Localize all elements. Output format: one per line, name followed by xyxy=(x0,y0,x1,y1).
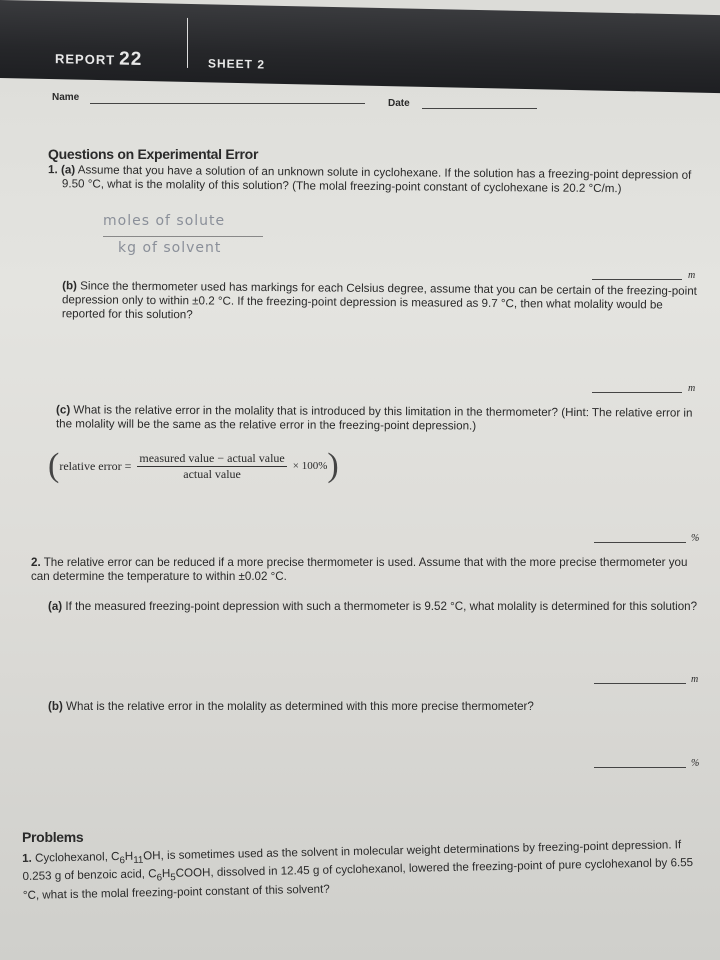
formula-denominator: actual value xyxy=(183,466,241,481)
unit-1a: m xyxy=(688,270,696,281)
unit-2b: % xyxy=(691,758,700,769)
answer-2b[interactable] xyxy=(594,767,686,768)
answer-2a[interactable] xyxy=(594,683,686,684)
answer-1a[interactable] xyxy=(592,279,682,280)
sheet-label: SHEET 2 xyxy=(208,56,266,72)
unit-1b: m xyxy=(688,383,696,394)
unit-1c: % xyxy=(691,533,700,544)
handwritten-numerator: moles of solute xyxy=(103,213,226,229)
question-1a: 1. (a) Assume that you have a solution of an unknown solute in cyclohexane. If the solution has a freezing-point depression of 9.50 °C, what is the molality of this solution? (The molal freezing-point constant of cyclohexane is 20.2 °C/m.) xyxy=(48,163,692,196)
question-1b: (b) Since the thermometer used has markings for each Celsius degree, assume that you can be certain of the freezing-point depression only to within ±0.2 °C. If the freezing-point depression is measured as 9.7 °C, then what molality would be reported for this solution? xyxy=(61,279,697,322)
relative-error-formula: ( relative error = measured value − actual value actual value × 100% ) xyxy=(48,447,339,484)
question-2b: (b) What is the relative error in the molality as determined with this more precise thermometer? xyxy=(48,700,534,713)
question-2a: (a) If the measured freezing-point depression with such a thermometer is 9.52 °C, what molality is determined for this solution? xyxy=(48,600,698,613)
handwritten-fraction-bar xyxy=(103,236,263,237)
answer-1b[interactable] xyxy=(592,392,682,393)
question-1c: (c) What is the relative error in the molality that is introduced by this limitation in the thermometer? (Hint: The relative error in the molality will be the same as the relative error in the freezing-point depression.) xyxy=(55,403,693,433)
date-field[interactable] xyxy=(422,108,537,109)
report-number: 22 xyxy=(119,48,143,70)
name-field[interactable] xyxy=(90,103,365,104)
divider xyxy=(187,18,188,68)
report-label: REPORT 22 xyxy=(55,48,143,70)
problem-1: 1. Cyclohexanol, $C_6H_{11}OH$, is sometimes used as the solvent in molecular weight determinations by freezing-point depression. If 0.253 g of benzoic acid, $C_6H_5COOH$, dissolved in 12.45 g of cyclohexanol, lowered the freezing-point of pure cyclohexanol by 6.55 °C, what is the molal freezing-point constant of this solvent? xyxy=(22,838,694,902)
date-label: Date xyxy=(388,98,410,109)
section-title: Questions on Experimental Error xyxy=(48,146,259,162)
problems-title: Problems xyxy=(22,829,84,845)
question-2: 2. The relative error can be reduced if a more precise thermometer is used. Assume that with the more precise thermometer you can determine the temperature to within ±0.02 °C. xyxy=(31,556,688,583)
unit-2a: m xyxy=(691,674,699,685)
name-label: Name xyxy=(52,92,80,103)
formula-tail: × 100% xyxy=(292,460,328,472)
handwritten-denominator: kg of solvent xyxy=(118,240,222,256)
answer-1c[interactable] xyxy=(594,542,686,543)
formula-numerator: measured value − actual value xyxy=(139,450,285,465)
formula-lhs: relative error = xyxy=(59,458,132,473)
report-header xyxy=(0,0,720,93)
